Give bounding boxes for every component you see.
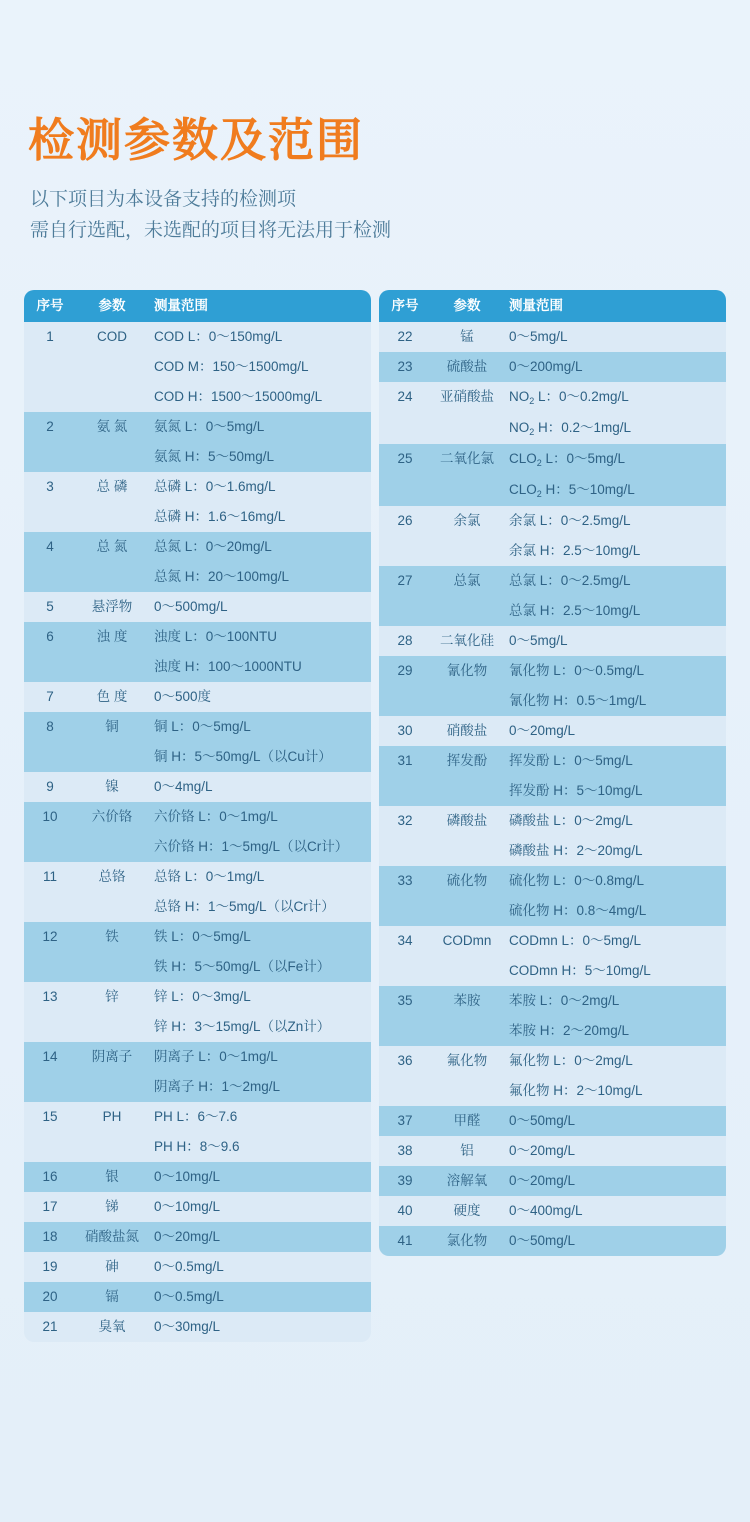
cell-no: 15 [42,1109,58,1124]
cell-no: 28 [397,633,413,648]
range-line: 总磷 H：1.6～16mg/L [154,509,286,524]
table-row [24,622,371,682]
cell-no: 17 [42,1199,58,1214]
range-line: 铜 H：5～50mg/L（以Cu计） [154,749,332,764]
cell-range [503,1166,726,1196]
range-line: 锌 H：3～15mg/L（以Zn计） [154,1019,331,1034]
cell-param: 锌 [105,989,119,1004]
table-row [379,986,726,1046]
cell-range [148,1102,371,1162]
header-cell-no: 序号 [391,298,419,313]
cell-no: 19 [42,1259,58,1274]
cell-no: 13 [42,989,58,1004]
table-row [24,1252,371,1282]
table-row [379,716,726,746]
cell-range [503,986,726,1046]
cell-range [503,1196,726,1226]
cell-no: 29 [397,663,413,678]
cell-range [148,682,371,712]
cell-param: 臭氧 [98,1319,126,1334]
range-line: 六价铬 H：1～5mg/L（以Cr计） [154,839,349,854]
range-line: 0～20mg/L [509,1173,576,1188]
range-line: 氨氮 L：0～5mg/L [154,419,265,434]
range-line: 总磷 L：0～1.6mg/L [154,479,276,494]
range-line: 0～0.5mg/L [154,1259,224,1274]
cell-range [148,922,371,982]
header-cell-param: 参数 [453,298,481,313]
table-row [24,802,371,862]
range-line: 总氮 H：20～100mg/L [154,569,290,584]
range-line: CODmn H：5～10mg/L [509,963,651,978]
range-line: 阴离子 H：1～2mg/L [154,1079,281,1094]
range-line: 0～5mg/L [509,329,568,344]
cell-no: 12 [42,929,58,944]
cell-param: CODmn [442,933,492,948]
table-header-row [24,290,371,322]
cell-param: 二氧化硅 [440,633,494,648]
cell-range [148,622,371,682]
table-header-row [379,290,726,322]
table-row [24,1222,371,1252]
table-row [379,352,726,382]
cell-no: 22 [397,329,413,344]
cell-no: 21 [42,1319,58,1334]
range-line: 浊度 H：100～1000NTU [154,659,302,674]
table-row [379,1196,726,1226]
range-line: 苯胺 L：0～2mg/L [509,993,620,1008]
cell-param: 总 氮 [96,539,128,554]
cell-range [503,866,726,926]
table-row [379,506,726,566]
cell-param: COD [97,329,127,344]
cell-range [503,626,726,656]
cell-param: 总 磷 [96,479,128,494]
cell-param: 硬度 [453,1203,481,1218]
range-line: 0～30mg/L [154,1319,221,1334]
cell-no: 6 [46,629,54,644]
cell-no: 38 [397,1143,413,1158]
table-row [24,862,371,922]
cell-no: 11 [42,869,57,884]
range-line: 0～5mg/L [509,633,568,648]
cell-param: 六价铬 [91,809,133,824]
cell-param: 溶解氧 [446,1173,488,1188]
cell-param: 阴离子 [91,1049,133,1064]
table-row [24,1162,371,1192]
cell-range [503,382,726,444]
table-row [379,444,726,506]
cell-range [148,862,371,922]
range-line: $NO_2$ H：0.2～1mg/L [509,420,632,437]
cell-range [148,712,371,772]
cell-no: 2 [46,419,54,434]
table-row [24,1192,371,1222]
page-subtitle [20,184,730,246]
cell-param: 硫酸盐 [446,359,488,374]
table-row [24,712,371,772]
cell-param: 二氧化氯 [440,451,494,466]
cell-param: 氟化物 [446,1053,488,1068]
cell-param: 氨 氮 [96,419,128,434]
cell-no: 27 [397,573,413,588]
table-row [379,1136,726,1166]
parameter-tables [20,290,730,1342]
table-row [379,656,726,716]
range-line: 总铬 L：0～1mg/L [154,869,265,884]
table-row [24,1042,371,1102]
range-line: 氟化物 H：2～10mg/L [509,1083,643,1098]
range-line: 0～500mg/L [154,599,228,614]
cell-range [503,716,726,746]
cell-param: 铜 [105,719,119,734]
cell-range [503,1046,726,1106]
cell-range [148,802,371,862]
cell-param: 浊 度 [96,629,128,644]
range-line: 0～10mg/L [154,1199,221,1214]
range-line: 0～200mg/L [509,359,583,374]
cell-no: 25 [397,451,413,466]
range-line: 挥发酚 H：5～10mg/L [509,783,643,798]
cell-no: 24 [397,389,413,404]
range-line: 0～0.5mg/L [154,1289,224,1304]
cell-param: 氰化物 [446,663,488,678]
cell-range [503,1136,726,1166]
range-line: 锌 L：0～3mg/L [154,989,251,1004]
table-row [379,866,726,926]
range-line: 0～400mg/L [509,1203,583,1218]
cell-param: 亚硝酸盐 [440,389,494,404]
table-row [24,322,371,412]
cell-param: 镍 [105,779,119,794]
range-line: 铁 H：5～50mg/L（以Fe计） [154,959,331,974]
subtitle-line-1: 以下项目为本设备支持的检测项 [30,189,297,210]
cell-range [503,506,726,566]
header-cell-range: 测量范围 [509,298,563,313]
cell-range [148,1282,371,1312]
cell-range [148,592,371,622]
cell-no: 1 [46,329,54,344]
range-line: 氰化物 H：0.5～1mg/L [509,693,647,708]
cell-no: 36 [397,1053,413,1068]
cell-param: 铝 [460,1143,474,1158]
range-line: 氨氮 H：5～50mg/L [154,449,275,464]
cell-param: 硝酸盐 [446,723,488,738]
cell-no: 33 [397,873,413,888]
cell-param: PH [102,1109,122,1124]
cell-range [148,322,371,412]
range-line: COD H：1500～15000mg/L [154,389,323,404]
cell-param: 余氯 [453,513,481,528]
header-cell-param: 参数 [98,298,126,313]
cell-no: 39 [397,1173,413,1188]
table-row [24,772,371,802]
range-line: 氟化物 L：0～2mg/L [509,1053,633,1068]
cell-range [148,532,371,592]
cell-no: 10 [42,809,58,824]
table-row [379,1166,726,1196]
cell-param: 砷 [105,1259,119,1274]
range-line: COD L：0～150mg/L [154,329,283,344]
cell-no: 23 [397,359,413,374]
range-line: 0～50mg/L [509,1113,576,1128]
cell-param: 总氯 [453,573,481,588]
range-line: $NO_2$ L：0～0.2mg/L [509,389,629,406]
range-line: PH H：8～9.6 [154,1139,240,1154]
range-line: CODmn L：0～5mg/L [509,933,642,948]
header-cell-range: 测量范围 [154,298,208,313]
cell-param: 色 度 [96,689,128,704]
cell-no: 9 [46,779,54,794]
cell-no: 7 [46,689,54,704]
table-row [379,746,726,806]
cell-no: 35 [397,993,413,1008]
cell-param: 磷酸盐 [446,813,488,828]
range-line: 浊度 L：0～100NTU [154,629,278,644]
cell-param: 铁 [105,929,119,944]
range-line: 挥发酚 L：0～5mg/L [509,753,633,768]
cell-no: 32 [397,813,413,828]
header-cell-no: 序号 [36,298,64,313]
range-line: 0～20mg/L [509,1143,576,1158]
cell-range [148,412,371,472]
table-row [379,926,726,986]
cell-param: 悬浮物 [91,599,133,614]
range-line: 总氮 L：0～20mg/L [154,539,272,554]
cell-range [503,656,726,716]
cell-range [503,322,726,352]
cell-range [503,352,726,382]
range-line: 0～4mg/L [154,779,213,794]
cell-param: 苯胺 [453,993,481,1008]
cell-range [148,1222,371,1252]
table-row [379,566,726,626]
cell-range [148,1192,371,1222]
cell-param: 锰 [460,329,474,344]
table-row [24,532,371,592]
cell-param: 甲醛 [453,1113,481,1128]
cell-no: 41 [397,1233,413,1248]
cell-no: 34 [397,933,413,948]
range-line: $CLO_2$ H：5～10mg/L [509,482,635,499]
cell-range [503,926,726,986]
range-line: 阴离子 L：0～1mg/L [154,1049,278,1064]
table-row [24,1102,371,1162]
table-row [24,1282,371,1312]
cell-no: 16 [42,1169,58,1184]
cell-range [148,1252,371,1282]
range-line: 铁 L：0～5mg/L [154,929,251,944]
cell-range [148,1162,371,1192]
range-line: 氰化物 L：0～0.5mg/L [509,663,645,678]
range-line: 六价铬 L：0～1mg/L [154,809,278,824]
range-line: $CLO_2$ L：0～5mg/L [509,451,626,468]
cell-param: 硫化物 [446,873,488,888]
range-line: 0～20mg/L [509,723,576,738]
cell-param: 镉 [105,1289,119,1304]
cell-no: 37 [397,1113,413,1128]
cell-no: 31 [397,753,413,768]
cell-no: 18 [42,1229,58,1244]
cell-range [503,746,726,806]
cell-no: 40 [397,1203,413,1218]
cell-param: 银 [105,1169,119,1184]
range-line: 总氯 L：0～2.5mg/L [509,573,631,588]
cell-no: 8 [46,719,54,734]
range-line: 磷酸盐 H：2～20mg/L [509,843,643,858]
range-line: 磷酸盐 L：0～2mg/L [509,813,633,828]
cell-no: 14 [42,1049,58,1064]
range-line: COD M：150～1500mg/L [154,359,309,374]
page-title: 检测参数及范围 [28,114,364,166]
cell-range [148,1312,371,1342]
range-line: 0～10mg/L [154,1169,221,1184]
table-row [379,382,726,444]
cell-param: 硝酸盐氮 [85,1229,139,1244]
range-line: 总氯 H：2.5～10mg/L [509,603,641,618]
range-line: 总铬 H：1～5mg/L（以Cr计） [154,899,335,914]
table-row [24,922,371,982]
range-line: 0～500度 [154,689,212,704]
range-line: 余氯 H：2.5～10mg/L [509,543,641,558]
cell-range [503,444,726,506]
range-line: 0～50mg/L [509,1233,576,1248]
range-line: 硫化物 H：0.8～4mg/L [509,903,647,918]
range-line: 余氯 L：0～2.5mg/L [509,513,631,528]
table-row [24,412,371,472]
cell-no: 3 [46,479,54,494]
range-line: 0～20mg/L [154,1229,221,1244]
table-row [24,592,371,622]
table-row [24,1312,371,1342]
cell-range [148,772,371,802]
cell-range [503,566,726,626]
cell-range [148,1042,371,1102]
cell-param: 总铬 [98,869,126,884]
table-row [379,1046,726,1106]
cell-range [503,1106,726,1136]
range-line: 硫化物 L：0～0.8mg/L [509,873,645,888]
range-line: PH L：6～7.6 [154,1109,238,1124]
subtitle-line-2: 需自行选配，未选配的项目将无法用于检测 [30,220,392,241]
cell-param: 挥发酚 [446,753,488,768]
range-line: 苯胺 H：2～20mg/L [509,1023,630,1038]
table-row [24,982,371,1042]
table-row [379,322,726,352]
cell-range [503,1226,726,1256]
cell-param: 锑 [105,1199,119,1214]
range-line: 铜 L：0～5mg/L [154,719,251,734]
table-row [24,682,371,712]
table-row [24,472,371,532]
cell-param: 氯化物 [446,1233,488,1248]
table-row [379,1106,726,1136]
parameter-table-right [379,290,726,1342]
cell-no: 30 [397,723,413,738]
table-row [379,1226,726,1256]
cell-no: 4 [46,539,54,554]
table-row [379,626,726,656]
cell-no: 20 [42,1289,58,1304]
parameter-table-left [24,290,371,1342]
cell-no: 5 [46,599,54,614]
cell-range [148,982,371,1042]
cell-no: 26 [397,513,413,528]
cell-range [503,806,726,866]
table-row [379,806,726,866]
cell-range [148,472,371,532]
